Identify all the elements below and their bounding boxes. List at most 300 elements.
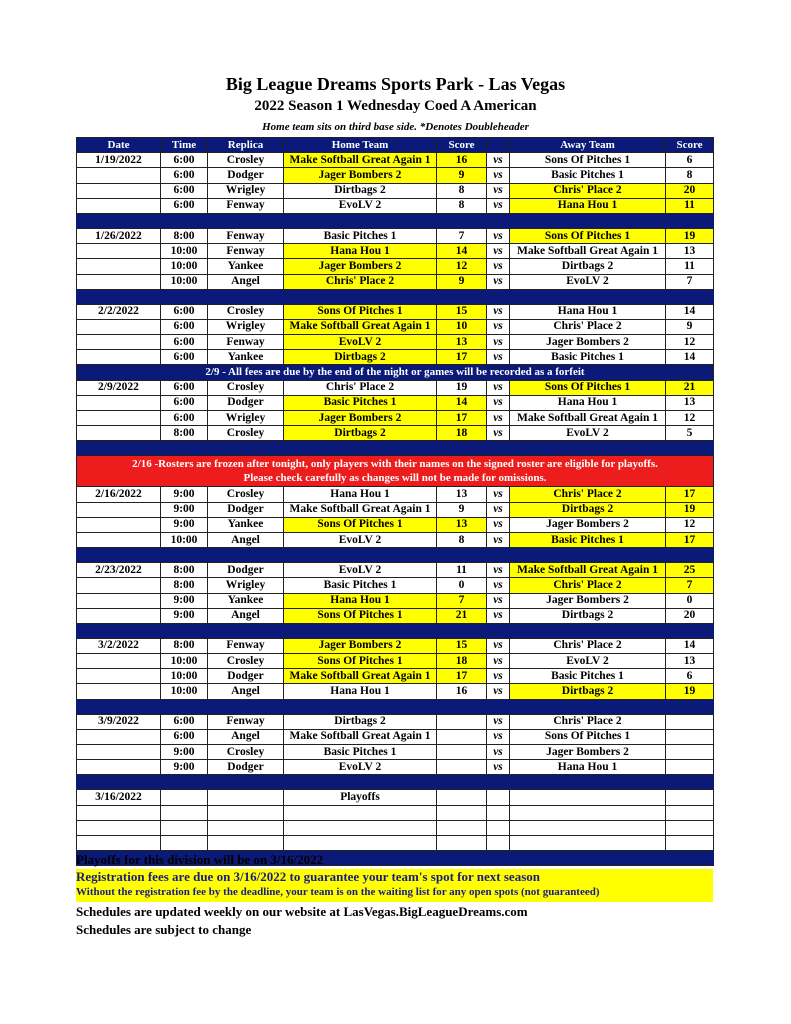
vs-label: vs [487,259,510,274]
game-time: 6:00 [161,729,208,744]
home-team: Dirtbags 2 [284,426,437,441]
home-score: 15 [437,304,487,319]
game-row [77,669,714,684]
separator-bar [77,548,714,563]
game-field: Yankee [208,350,284,365]
game-row [77,578,714,593]
game-field: Crosley [208,304,284,319]
vs-label: vs [487,669,510,684]
vs-label: vs [487,168,510,183]
empty-cell [208,835,284,850]
home-team: Sons Of Pitches 1 [284,654,437,669]
change-note: Schedules are subject to change [76,922,252,937]
away-score: 12 [666,335,714,350]
game-row [77,259,714,274]
game-date-empty [77,335,161,350]
header-time: Time [161,138,208,153]
home-team: EvoLV 2 [284,760,437,775]
home-team: Make Softball Great Again 1 [284,502,437,517]
vs-label: vs [487,304,510,319]
vs-label: vs [487,319,510,334]
game-time: 10:00 [161,532,208,547]
game-row [77,517,714,532]
empty-cell [487,820,510,835]
game-date-empty [77,274,161,289]
away-score: 17 [666,487,714,502]
game-date-empty [77,168,161,183]
away-team: Chris' Place 2 [510,487,666,502]
game-time: 10:00 [161,274,208,289]
game-row [77,350,714,365]
away-score: 7 [666,578,714,593]
game-row [77,593,714,608]
vs-label: vs [487,183,510,198]
empty-cell [666,790,714,805]
home-team: Jager Bombers 2 [284,259,437,274]
game-field: Fenway [208,335,284,350]
game-row [77,426,714,441]
empty-cell [666,835,714,850]
home-team: Dirtbags 2 [284,183,437,198]
game-date-empty [77,608,161,623]
game-row [77,168,714,183]
game-field: Fenway [208,638,284,653]
game-field: Fenway [208,244,284,259]
playoffs-note: Playoffs for this division will be on 3/16/2022 [76,852,324,867]
game-field: Dodger [208,168,284,183]
home-team: Basic Pitches 1 [284,395,437,410]
header-replica: Replica [208,138,284,153]
vs-label: vs [487,714,510,729]
away-team: Basic Pitches 1 [510,168,666,183]
game-row [77,198,714,213]
vs-label: vs [487,502,510,517]
game-date-empty [77,350,161,365]
roster-alert [77,456,714,487]
game-time: 9:00 [161,760,208,775]
game-time: 8:00 [161,426,208,441]
empty-cell [77,805,161,820]
vs-label: vs [487,380,510,395]
away-team: Jager Bombers 2 [510,593,666,608]
vs-label: vs [487,593,510,608]
game-time: 6:00 [161,319,208,334]
game-row [77,729,714,744]
week-separator [77,441,714,456]
game-row [77,183,714,198]
game-date-empty [77,669,161,684]
away-score: 20 [666,608,714,623]
home-score: 11 [437,563,487,578]
home-team: Hana Hou 1 [284,244,437,259]
game-date: 2/23/2022 [77,563,161,578]
away-team: Chris' Place 2 [510,638,666,653]
away-team: Hana Hou 1 [510,304,666,319]
empty-cell [510,820,666,835]
game-field: Fenway [208,714,284,729]
away-score: 11 [666,198,714,213]
game-field: Crosley [208,654,284,669]
home-team: Chris' Place 2 [284,380,437,395]
vs-label: vs [487,638,510,653]
home-team: EvoLV 2 [284,563,437,578]
roster-alert-line: 2/16 -Rosters are frozen after tonight, only players with their names on the signed roster are eligible for playoffs. [132,458,658,471]
game-date: 2/16/2022 [77,487,161,502]
home-team: Hana Hou 1 [284,684,437,699]
vs-label: vs [487,729,510,744]
vs-label: vs [487,411,510,426]
away-team: Basic Pitches 1 [510,532,666,547]
home-team: Jager Bombers 2 [284,411,437,426]
schedule-note: Home team sits on third base side. *Denotes Doubleheader [262,121,529,133]
away-team: Sons Of Pitches 1 [510,153,666,168]
home-score: 7 [437,228,487,243]
home-score: 8 [437,198,487,213]
game-field: Angel [208,274,284,289]
home-score: 0 [437,578,487,593]
home-score [437,745,487,760]
empty-cell [284,805,437,820]
game-date-empty [77,729,161,744]
home-team: Make Softball Great Again 1 [284,729,437,744]
game-date-empty [77,426,161,441]
game-time: 9:00 [161,593,208,608]
vs-label: vs [487,563,510,578]
roster-alert-text [77,456,714,487]
empty-cell [77,835,161,850]
game-row [77,502,714,517]
home-team: Sons Of Pitches 1 [284,608,437,623]
home-score: 18 [437,654,487,669]
away-score: 11 [666,259,714,274]
game-date-empty [77,198,161,213]
header-away-score: Score [666,138,714,153]
away-score: 21 [666,380,714,395]
vs-label: vs [487,228,510,243]
game-time [161,790,208,805]
game-date-empty [77,502,161,517]
game-row [77,395,714,410]
game-date: 3/2/2022 [77,638,161,653]
game-time: 6:00 [161,183,208,198]
game-row [77,638,714,653]
home-team: Make Softball Great Again 1 [284,153,437,168]
home-team: Chris' Place 2 [284,274,437,289]
empty-cell [487,805,510,820]
home-score [437,760,487,775]
home-team: Basic Pitches 1 [284,228,437,243]
away-team: Chris' Place 2 [510,578,666,593]
away-team: Sons Of Pitches 1 [510,729,666,744]
game-row [77,274,714,289]
roster-alert-line: Please check carefully as changes will not be made for omissions. [243,472,547,485]
home-score: 13 [437,487,487,502]
game-row [77,654,714,669]
game-field: Crosley [208,380,284,395]
game-date: 1/19/2022 [77,153,161,168]
game-date-empty [77,395,161,410]
header-home-score: Score [437,138,487,153]
game-field: Yankee [208,259,284,274]
empty-cell [510,805,666,820]
empty-cell [284,820,437,835]
home-score: 19 [437,380,487,395]
vs-label: vs [487,198,510,213]
away-team: Make Softball Great Again 1 [510,244,666,259]
empty-cell [77,820,161,835]
away-team: Dirtbags 2 [510,259,666,274]
home-score: 13 [437,335,487,350]
game-date-empty [77,517,161,532]
away-score: 13 [666,244,714,259]
playoffs-label: Playoffs [284,790,437,805]
home-score: 15 [437,638,487,653]
empty-cell [437,805,487,820]
game-field: Angel [208,729,284,744]
away-score: 25 [666,563,714,578]
away-team: Hana Hou 1 [510,395,666,410]
away-team: EvoLV 2 [510,274,666,289]
game-field [208,790,284,805]
home-team: Sons Of Pitches 1 [284,517,437,532]
game-date: 3/9/2022 [77,714,161,729]
away-score: 9 [666,319,714,334]
game-time: 6:00 [161,395,208,410]
week-separator [77,289,714,304]
vs-label: vs [487,426,510,441]
vs-label: vs [487,608,510,623]
away-team: Sons Of Pitches 1 [510,380,666,395]
empty-cell [487,835,510,850]
vs-label: vs [487,274,510,289]
separator-bar [77,441,714,456]
game-time: 6:00 [161,350,208,365]
away-score: 0 [666,593,714,608]
game-time: 10:00 [161,669,208,684]
game-time: 6:00 [161,153,208,168]
game-field: Yankee [208,593,284,608]
away-team: Chris' Place 2 [510,183,666,198]
game-date-empty [77,319,161,334]
empty-row [77,805,714,820]
home-team: Dirtbags 2 [284,350,437,365]
week-separator [77,699,714,714]
game-time: 10:00 [161,259,208,274]
registration-note: Registration fees are due on 3/16/2022 to guarantee your team's spot for next season [76,869,713,886]
header-away-team: Away Team [510,138,666,153]
game-time: 8:00 [161,563,208,578]
empty-cell [510,790,666,805]
game-field: Dodger [208,502,284,517]
away-team: Chris' Place 2 [510,714,666,729]
game-field: Angel [208,684,284,699]
week-separator [77,623,714,638]
empty-cell [161,820,208,835]
week-separator [77,213,714,228]
home-team: EvoLV 2 [284,532,437,547]
separator-bar [77,775,714,790]
vs-label: vs [487,684,510,699]
away-team: Jager Bombers 2 [510,517,666,532]
game-date-empty [77,578,161,593]
game-date-empty [77,593,161,608]
playoffs-row [77,790,714,805]
game-time: 10:00 [161,654,208,669]
away-score: 14 [666,638,714,653]
home-team: Jager Bombers 2 [284,638,437,653]
away-team: Jager Bombers 2 [510,745,666,760]
header-home-team: Home Team [284,138,437,153]
game-field: Crosley [208,426,284,441]
away-team: Dirtbags 2 [510,608,666,623]
vs-label: vs [487,395,510,410]
vs-label: vs [487,350,510,365]
game-date: 2/2/2022 [77,304,161,319]
home-score: 9 [437,274,487,289]
home-score: 17 [437,411,487,426]
away-score [666,729,714,744]
empty-cell [208,805,284,820]
home-score [437,729,487,744]
game-field: Dodger [208,760,284,775]
home-score: 8 [437,183,487,198]
home-team: Basic Pitches 1 [284,745,437,760]
vs-label: vs [487,745,510,760]
page-title: Big League Dreams Sports Park - Las Vegas [225,74,566,94]
header-date: Date [77,138,161,153]
home-score: 12 [437,259,487,274]
game-field: Dodger [208,395,284,410]
waiting-list-note: Without the registration fee by the deadline, your team is on the waiting list for any open spots (not guaranteed) [76,886,713,902]
game-field: Angel [208,608,284,623]
schedule-table [76,137,714,866]
home-team: EvoLV 2 [284,198,437,213]
game-field: Wrigley [208,411,284,426]
game-field: Wrigley [208,578,284,593]
game-date-empty [77,760,161,775]
away-team: EvoLV 2 [510,654,666,669]
home-team: Hana Hou 1 [284,593,437,608]
away-team: Sons Of Pitches 1 [510,228,666,243]
away-score: 17 [666,532,714,547]
away-team: Basic Pitches 1 [510,350,666,365]
home-team: Make Softball Great Again 1 [284,669,437,684]
empty-cell [510,835,666,850]
away-team: Dirtbags 2 [510,684,666,699]
game-time: 10:00 [161,244,208,259]
empty-row [77,835,714,850]
home-team: EvoLV 2 [284,335,437,350]
game-time: 6:00 [161,335,208,350]
away-score [666,714,714,729]
game-time: 8:00 [161,638,208,653]
game-date-empty [77,244,161,259]
vs-label: vs [487,487,510,502]
game-date-empty [77,684,161,699]
game-row [77,760,714,775]
game-time: 8:00 [161,578,208,593]
away-team: Make Softball Great Again 1 [510,563,666,578]
game-time: 6:00 [161,380,208,395]
home-score: 17 [437,669,487,684]
home-team: Jager Bombers 2 [284,168,437,183]
game-row [77,563,714,578]
game-field: Fenway [208,198,284,213]
separator-bar [77,213,714,228]
game-field: Fenway [208,228,284,243]
game-field: Crosley [208,153,284,168]
game-date-empty [77,654,161,669]
vs-label: vs [487,335,510,350]
game-date-empty [77,259,161,274]
away-score: 12 [666,517,714,532]
empty-cell [666,805,714,820]
game-field: Yankee [208,517,284,532]
home-score: 21 [437,608,487,623]
vs-label: vs [487,760,510,775]
away-score [666,760,714,775]
game-field: Dodger [208,669,284,684]
home-score: 9 [437,168,487,183]
home-team: Hana Hou 1 [284,487,437,502]
empty-cell [161,805,208,820]
home-team: Make Softball Great Again 1 [284,319,437,334]
home-score: 18 [437,426,487,441]
away-team: Chris' Place 2 [510,319,666,334]
home-score: 10 [437,319,487,334]
empty-cell [437,820,487,835]
away-team: Hana Hou 1 [510,198,666,213]
game-time: 9:00 [161,517,208,532]
away-score: 13 [666,395,714,410]
game-time: 9:00 [161,745,208,760]
away-team: Hana Hou 1 [510,760,666,775]
game-row [77,487,714,502]
home-team: Basic Pitches 1 [284,578,437,593]
away-team: Basic Pitches 1 [510,669,666,684]
empty-row [77,820,714,835]
website-note: Schedules are updated weekly on our website at LasVegas.BigLeagueDreams.com [76,904,528,919]
game-date: 1/26/2022 [77,228,161,243]
game-field: Angel [208,532,284,547]
game-date-empty [77,532,161,547]
game-row [77,304,714,319]
game-date: 3/16/2022 [77,790,161,805]
game-row [77,714,714,729]
game-time: 6:00 [161,714,208,729]
empty-cell [487,790,510,805]
game-field: Crosley [208,487,284,502]
away-score: 8 [666,168,714,183]
away-score: 14 [666,350,714,365]
game-row [77,380,714,395]
away-team: Dirtbags 2 [510,502,666,517]
home-score: 9 [437,502,487,517]
game-row [77,684,714,699]
empty-cell [437,835,487,850]
game-date-empty [77,745,161,760]
vs-label: vs [487,244,510,259]
game-field: Dodger [208,563,284,578]
home-team: Sons Of Pitches 1 [284,304,437,319]
empty-cell [284,835,437,850]
game-time: 6:00 [161,411,208,426]
fees-banner-text: 2/9 - All fees are due by the end of the night or games will be recorded as a forfeit [77,365,714,380]
game-row [77,608,714,623]
away-score [666,745,714,760]
home-team: Dirtbags 2 [284,714,437,729]
away-team: Make Softball Great Again 1 [510,411,666,426]
